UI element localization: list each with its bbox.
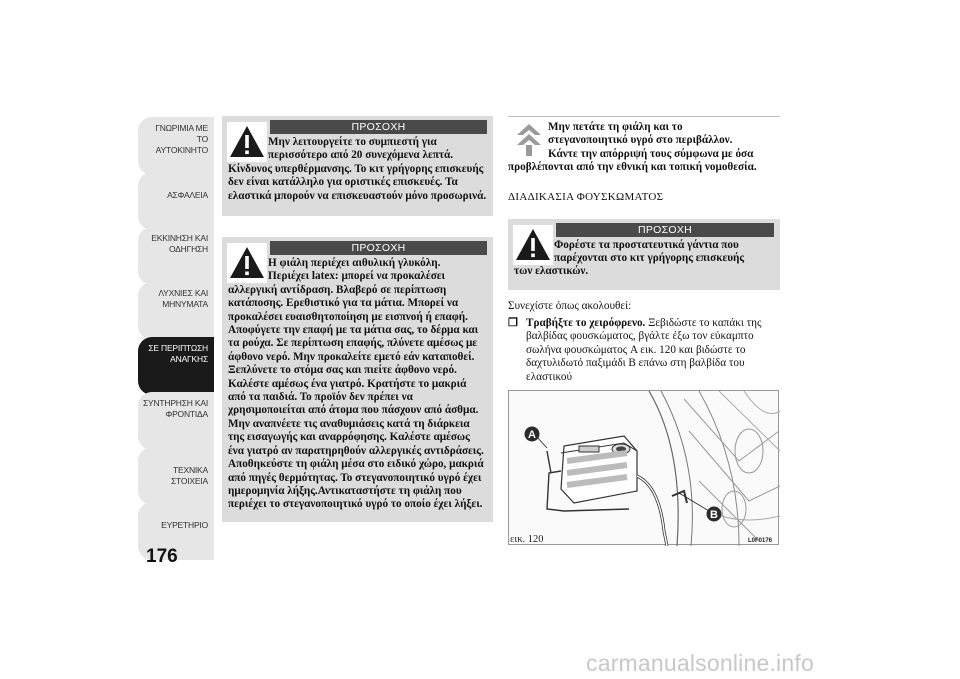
warning-text-rest: των ελαστικών. xyxy=(514,265,589,278)
section-title: ΔΙΑΔΙΚΑΣΙΑ ΦΟΥΣΚΩΜΑΤΟΣ xyxy=(508,190,664,203)
tab-label: ΛΥΧΝΙΕΣ ΚΑΙ ΜΗΝΥΜΑΤΑ xyxy=(158,288,208,309)
warning-triangle-icon xyxy=(513,225,553,265)
tab-technical-data[interactable] xyxy=(138,447,214,505)
tab-label: ΕΥΡΕΤΗΡΙΟ xyxy=(161,520,208,530)
tab-label: ΣΕ ΠΕΡΙΠΤΩΣΗ ΑΝΑΓΚΗΣ xyxy=(148,343,208,364)
tab-emergency[interactable] xyxy=(138,337,214,395)
watermark-text: carmanualsonline.info xyxy=(586,650,814,676)
warning-header: ΠΡΟΣΟΧΗ xyxy=(556,223,774,237)
environment-arrows-icon xyxy=(514,123,544,157)
warning-text xyxy=(514,239,774,279)
tab-warning-lights[interactable] xyxy=(138,282,214,340)
chapter-sidebar xyxy=(0,0,215,679)
environment-text-indented: Μην πετάτε τη φιάλη και το στεγανοποιητικό υγρό στο περιβάλλον. Κάντε την απόρριψή τους σύμφωνα με όσα xyxy=(548,121,754,160)
tyre-drawing xyxy=(649,391,780,546)
warning-text-rest: Κίνδυνος υπερθέρμανσης. Το κιτ γρήγορης επισκευής δεν είναι κατάλληλο για οριστικές επισκευές. Τα ελαστικά μπορούν να επισκευαστούν μόνο προσωρινά. xyxy=(228,162,487,202)
environment-text-rest: προβλέπονται από την εθνική και τοπική νομοθεσία. xyxy=(508,161,757,174)
compressor-drawing xyxy=(561,436,637,503)
warning-text xyxy=(228,257,487,512)
warning-text-indented: Μην λειτουργείτε το συμπιεστή για περισσότερο από 20 συνεχόμενα λεπτά. xyxy=(268,136,454,162)
warning-text-indented: Η φιάλη περιέχει αιθυλική γλυκόλη. Περιέχει latex: μπορεί να προκαλέσει xyxy=(268,257,446,283)
warning-text-rest: αλλεργική αντίδραση. Βλαβερό σε περίπτωση κατάποσης. Ερεθιστικό για τα μάτια. Μπορεί να προκαλέσει ευαισθητοποίηση με εισπνοή ή επαφή. Αποφύγετε την επαφή με τα μάτια σας, το δέρμα και τα ρούχα. Σε περίπτωση επαφής, πλύνετε αμέσως με άφθονο νερό. Μην προκαλείτε εμετό εάν καταποθεί. Ξεπλύνετε το στόμα σας και πιείτε άφθονο νερό. Καλέστε αμέσως ένα γιατρό. Κρατήστε το μακριά από τα παιδιά. Το προϊόν δεν πρέπει να χρησιμοποιείται από άτομα που πάσχουν από άσθμα. Μην αναπνέετε τις αναθυμιάσεις κατά τη διάρκεια της εισαγωγής και αναρρόφησης. Καλέστε αμέσως ένα γιατρό αν παρατηρηθούν αλλεργικές αντιδράσεις. Αποθηκεύστε τη φιάλη μέσα στο ειδικό χώρο, μακριά από πηγές θερμότητας. Το στεγανοποιητικό υγρό έχει ημερομηνία λήξης.Αντικαταστήστε τη φιάλη που περιέχει το στεγανοποιητικό υγρό το οποίο έχει λήξει. xyxy=(228,283,484,511)
environment-text xyxy=(508,121,780,175)
step-text: Ξεβιδώστε το καπάκι της βαλβίδας φουσκώματος, βγάλτε έξω τον εύκαμπτο σωλήνα φουσκώματος A εικ. 120 και βιδώστε το δαχτυλιδωτό παξιμάδι B επάνω στη βαλβίδα του ελαστικού xyxy=(526,317,762,383)
page-number: 176 xyxy=(146,546,178,567)
figure-illustration xyxy=(509,391,780,546)
warning-header: ΠΡΟΣΟΧΗ xyxy=(270,120,487,134)
tab-maintenance[interactable] xyxy=(138,392,214,450)
tab-starting-driving[interactable] xyxy=(138,227,214,285)
right-column xyxy=(508,116,780,545)
warning-text-indented: Φορέστε τα προστατευτικά γάντια που παρέχονται στο κιτ γρήγορης επισκευής xyxy=(554,238,745,265)
tab-label: ΤΕΧΝΙΚΑ ΣΤΟΙΧΕΙΑ xyxy=(170,465,208,486)
figure-compressor-tyre xyxy=(508,390,779,545)
environment-note xyxy=(508,116,780,175)
warning-box xyxy=(508,219,780,290)
figure-code: L0F0176 xyxy=(748,538,773,544)
figure-label-b: B xyxy=(710,509,718,522)
figure-caption: εικ. 120 xyxy=(510,534,544,545)
warning-box xyxy=(222,116,493,216)
figure-label-a: A xyxy=(528,429,536,442)
warning-triangle-icon xyxy=(227,243,267,283)
tab-getting-to-know[interactable] xyxy=(138,117,214,175)
tab-label: ΑΣΦΑΛΕΙΑ xyxy=(167,190,208,200)
warning-header: ΠΡΟΣΟΧΗ xyxy=(270,241,487,255)
tab-label: ΕΚΚΙΝΗΣΗ ΚΑΙ ΟΔΗΓΗΣΗ xyxy=(151,233,208,254)
warning-triangle-icon xyxy=(227,122,267,162)
step-item xyxy=(508,317,780,384)
step-bold-text: Τραβήξτε το χειρόφρενο. xyxy=(526,317,646,330)
left-column xyxy=(222,116,493,522)
tab-label: ΣΥΝΤΗΡΗΣΗ ΚΑΙ ΦΡΟΝΤΙΔΑ xyxy=(142,398,208,419)
checkbox-bullet-icon: ❒ xyxy=(508,317,519,330)
intro-text: Συνεχίστε όπως ακολουθεί: xyxy=(508,299,632,312)
tab-label: ΓΝΩΡΙΜΙΑ ΜΕ ΤΟ ΑΥΤΟΚΙΝΗΤΟ xyxy=(155,123,208,155)
warning-box xyxy=(222,237,493,522)
tab-safety[interactable] xyxy=(138,172,214,230)
